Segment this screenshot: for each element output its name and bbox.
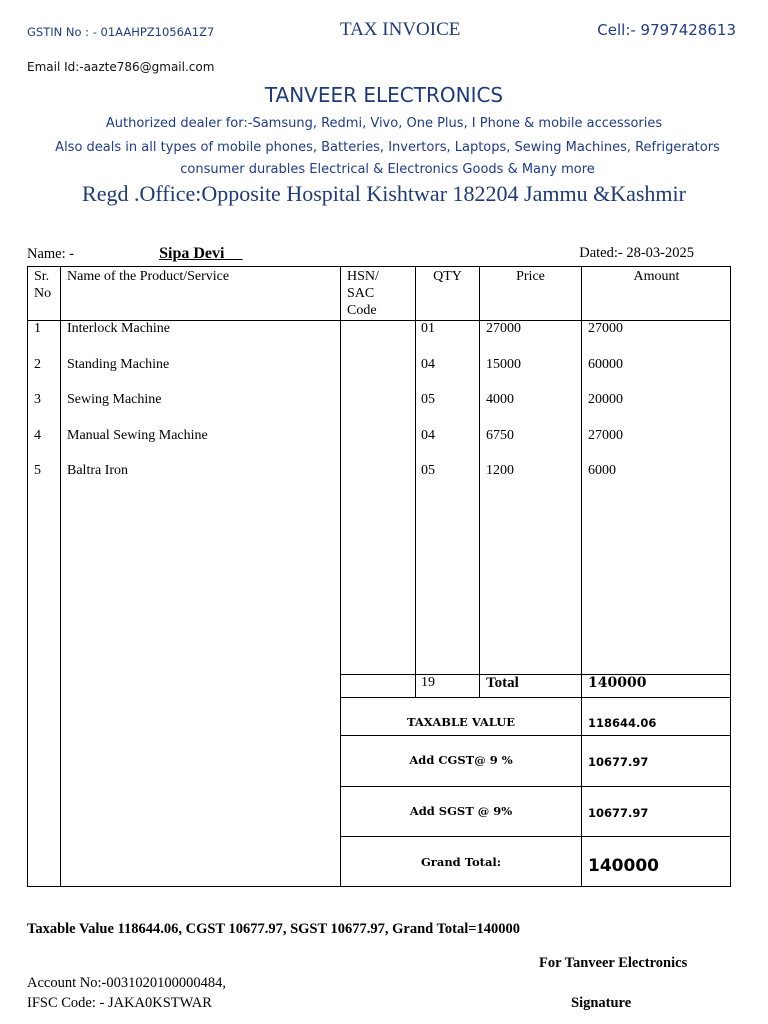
total-divider	[340, 697, 731, 698]
row-product: Sewing Machine	[67, 392, 162, 407]
cell-number: Cell:- 9797428613	[597, 21, 736, 39]
row-amount: 27000	[588, 321, 623, 336]
row-sr: 4	[34, 428, 41, 443]
summary-divider	[340, 735, 731, 736]
grand-total-value: 140000	[588, 856, 659, 876]
customer-name: Sipa Devi	[159, 245, 225, 262]
row-product: Standing Machine	[67, 357, 170, 372]
row-product: Baltra Iron	[67, 463, 129, 478]
company-name: TANVEER ELECTRONICS	[264, 83, 504, 107]
row-sr: 2	[34, 357, 41, 372]
row-qty: 04	[421, 357, 435, 372]
header-amount: Amount	[633, 269, 680, 284]
row-amount: 20000	[588, 392, 623, 407]
registered-office: Regd .Office:Opposite Hospital Kishtwar 182204 Jammu &Kashmir	[82, 181, 686, 206]
row-price: 4000	[486, 392, 514, 407]
col-divider	[581, 266, 582, 887]
customer-name-row	[27, 245, 243, 263]
header-hsn: HSN/ SAC Code	[347, 269, 379, 318]
total-divider	[340, 674, 731, 675]
col-divider	[415, 266, 416, 698]
document-title: TAX INVOICE	[340, 19, 461, 40]
row-price: 15000	[486, 357, 521, 372]
row-sr: 3	[34, 392, 41, 407]
customer-name-label: Name: -	[27, 246, 75, 262]
account-number: Account No:-0031020100000484,	[27, 975, 226, 991]
row-amount: 6000	[588, 463, 616, 478]
taxable-value: 118644.06	[588, 716, 657, 730]
dealer-line: Authorized dealer for:-Samsung, Redmi, Vivo, One Plus, I Phone & mobile accessories	[105, 116, 663, 131]
grand-total-label: Grand Total:	[420, 855, 502, 869]
header-product: Name of the Product/Service	[67, 269, 230, 284]
row-product: Manual Sewing Machine	[67, 428, 208, 443]
taxable-value-label: TAXABLE VALUE	[406, 715, 516, 729]
col-divider	[479, 266, 480, 698]
header-price: Price	[516, 269, 545, 284]
total-amount: 140000	[588, 675, 647, 691]
row-price: 1200	[486, 463, 514, 478]
header-sr-no: Sr. No	[34, 269, 52, 301]
row-qty: 04	[421, 428, 435, 443]
row-product: Interlock Machine	[67, 321, 171, 336]
signature-label: Signature	[571, 995, 632, 1011]
row-amount: 27000	[588, 428, 623, 443]
header-qty: QTY	[433, 269, 462, 284]
summary-divider	[340, 786, 731, 787]
total-label: Total	[486, 675, 519, 691]
row-qty: 01	[421, 321, 435, 336]
row-sr: 1	[34, 321, 41, 336]
tax-summary-line: Taxable Value 118644.06, CGST 10677.97, SGST 10677.97, Grand Total=140000	[27, 921, 521, 937]
sgst-value: 10677.97	[588, 806, 649, 820]
row-qty: 05	[421, 392, 435, 407]
total-qty: 19	[421, 675, 435, 690]
row-price: 6750	[486, 428, 514, 443]
cgst-label: Add CGST@ 9 %	[409, 753, 513, 767]
for-company: For Tanveer Electronics	[539, 955, 688, 971]
row-qty: 05	[421, 463, 435, 478]
cgst-value: 10677.97	[588, 755, 649, 769]
gstin-number: GSTIN No : - 01AAHPZ1056A1Z7	[27, 25, 215, 39]
row-sr: 5	[34, 463, 41, 478]
email-address: Email Id:-aazte786@gmail.com	[27, 60, 215, 74]
invoice-date: Dated:- 28-03-2025	[579, 245, 694, 261]
ifsc-code: IFSC Code: - JAKA0KSTWAR	[27, 995, 212, 1011]
deals-line: Also deals in all types of mobile phones, Batteries, Invertors, Laptops, Sewing Machines, Refrigerators consumer durables Electrical & Electronics Goods & Many more	[55, 140, 720, 177]
sgst-label: Add SGST @ 9%	[409, 804, 513, 818]
summary-divider	[340, 836, 731, 837]
row-amount: 60000	[588, 357, 623, 372]
row-price: 27000	[486, 321, 521, 336]
col-divider	[340, 266, 341, 887]
col-divider	[60, 266, 61, 887]
